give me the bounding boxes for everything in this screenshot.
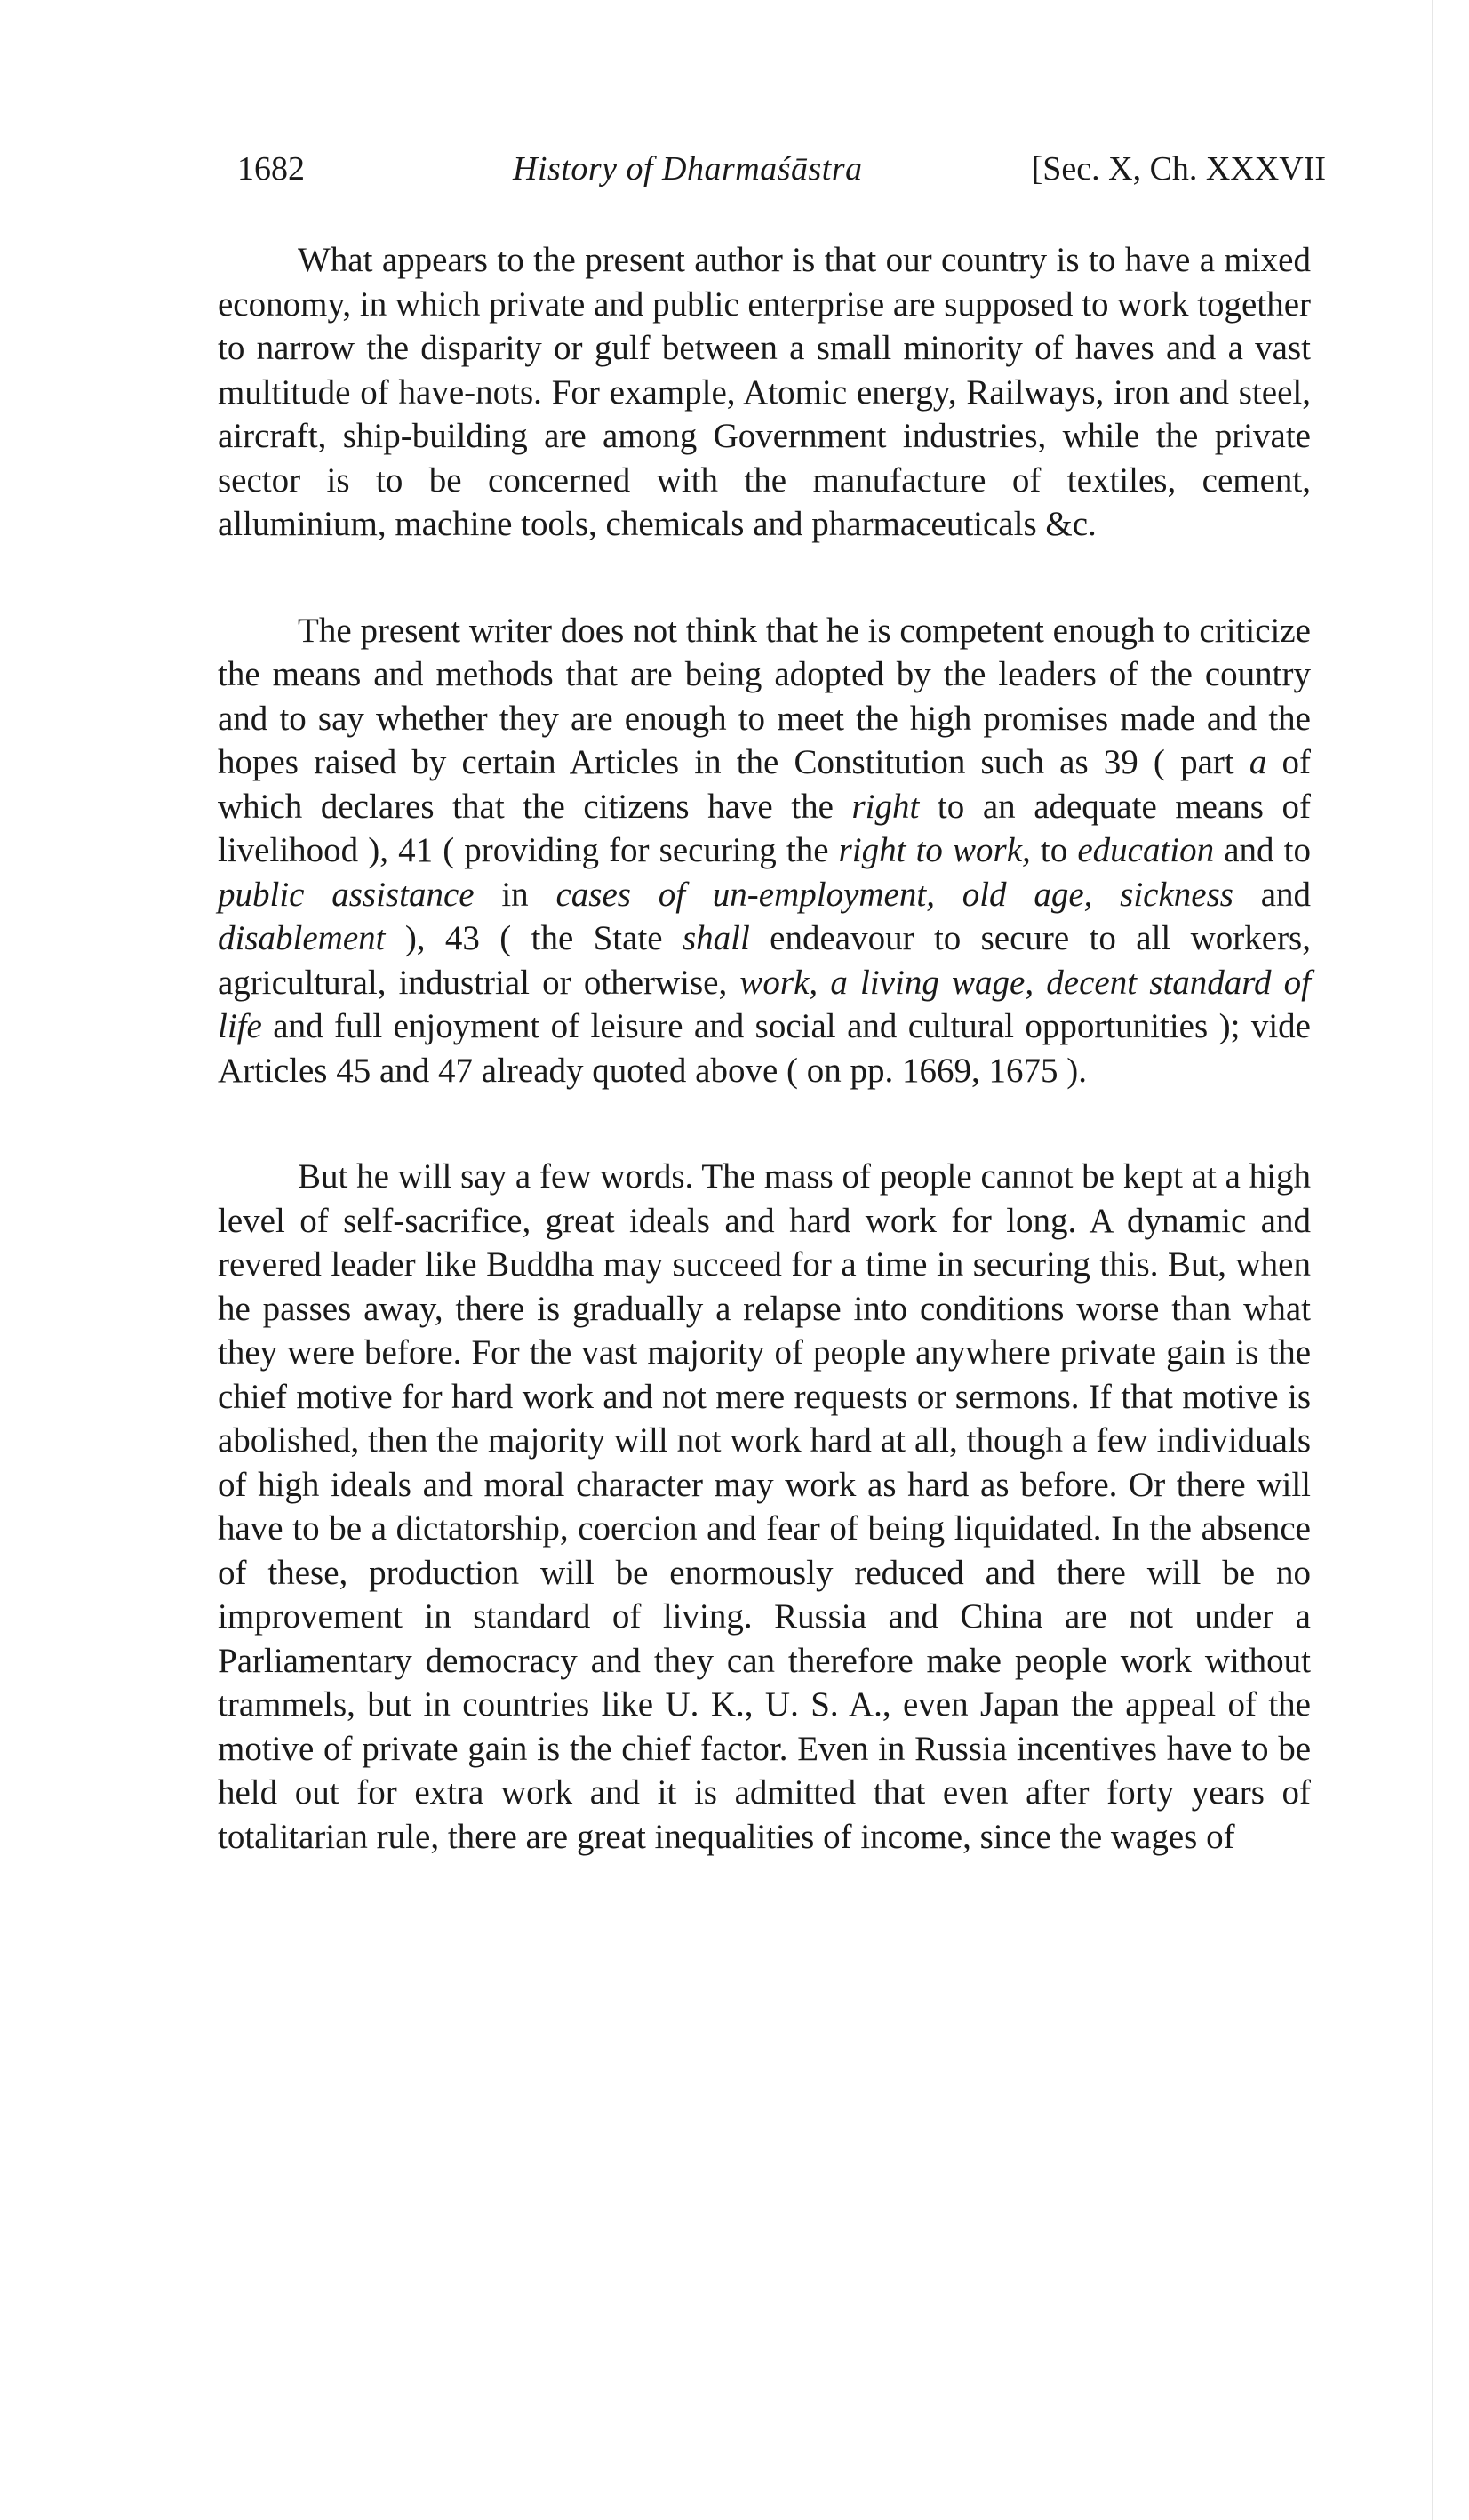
text-run: and full enjoyment of leisure and social and cultural opportunities ); vide Articles 45 and 47 already quoted above ( on pp. 1669, 1675 ). [218,1007,1311,1090]
text-run: ), 43 ( the State [385,919,683,957]
running-title: History of Dharmaśāstra [513,150,863,188]
text-run: to an adequate means of livelihood ), 41 ( providing for securing the [218,787,1312,869]
text-run: endeavour to secure to all workers, agricultural, industrial or otherwise, [218,919,1311,1002]
text-run: to [1030,831,1078,869]
section-reference: [Sec. X, Ch. XXXVII [1031,150,1326,188]
italic-phrase: right [851,787,920,826]
text-run: and to [1214,831,1311,869]
text-run: and [1233,875,1312,914]
body-text [218,238,1311,1921]
text-run: of which declares that the citizens have the [218,743,1311,826]
page-edge-shadow [1432,0,1433,2520]
text-run: The present writer does not think that he is competent enough to criticize the means and methods that are being adopted by the leaders of the country and to say whether they are enough to meet the high promises made and the hopes raised by certain Articles in the Constitution such as 39 ( part [218,611,1311,781]
italic-phrase: right to work, [838,831,1031,869]
italic-phrase: shall [682,919,750,957]
italic-phrase: work, a living wage, decent standard of life [218,963,1312,1045]
italic-phrase: cases of un-employment, old age, sickness [555,875,1233,914]
paragraph-private-gain: But he will say a few words. The mass of people cannot be kept at a high level of self-sacrifice, great ideals and hard work for long. A dynamic and revered leader like Buddha may succeed for a time in securing this. But, when he passes away, there is gradually a relapse into conditions worse than what they were before. For the vast majority of people anywhere private gain is the chief motive for hard work and not mere requests or sermons. If that motive is abolished, then the majority will not work hard at all, though a few individuals of high ideals and moral character may work as hard as before. Or there will have to be a dictatorship, coercion and fear of being liquidated. In the absence of these, production will be enormously reduced and there will be no improvement in standard of living. Russia and China are not under a Parliamentary democracy and they can therefore make people work without trammels, but in countries like U. K., U. S. A., even Japan the appeal of the motive of private gain is the chief factor. Even in Russia incentives have to be held out for extra work and it is admitted that even after forty years of totalitarian rule, there are great inequalities of income, since the wages of [218,1157,1311,1856]
italic-phrase: public assistance [218,875,475,914]
running-header [237,149,1326,203]
italic-phrase: disablement [218,919,386,957]
paragraph-constitution-articles [218,609,1311,1093]
italic-phrase: a [1249,743,1267,781]
page-number: 1682 [237,150,305,188]
text-run: in [474,875,556,914]
italic-phrase: education [1077,831,1215,869]
paragraph-mixed-economy: What appears to the present author is that our country is to have a mixed economy, in which private and public enterprise are supposed to work together to narrow the disparity or gulf between a small minority of haves and a vast multitude of have-nots. For example, Atomic energy, Railways, iron and steel, aircraft, ship-building are among Government industries, while the private sector is to be concerned with the manufacture of textiles, cement, alluminium, machine tools, chemicals and pharmaceuticals &c. [218,241,1311,543]
